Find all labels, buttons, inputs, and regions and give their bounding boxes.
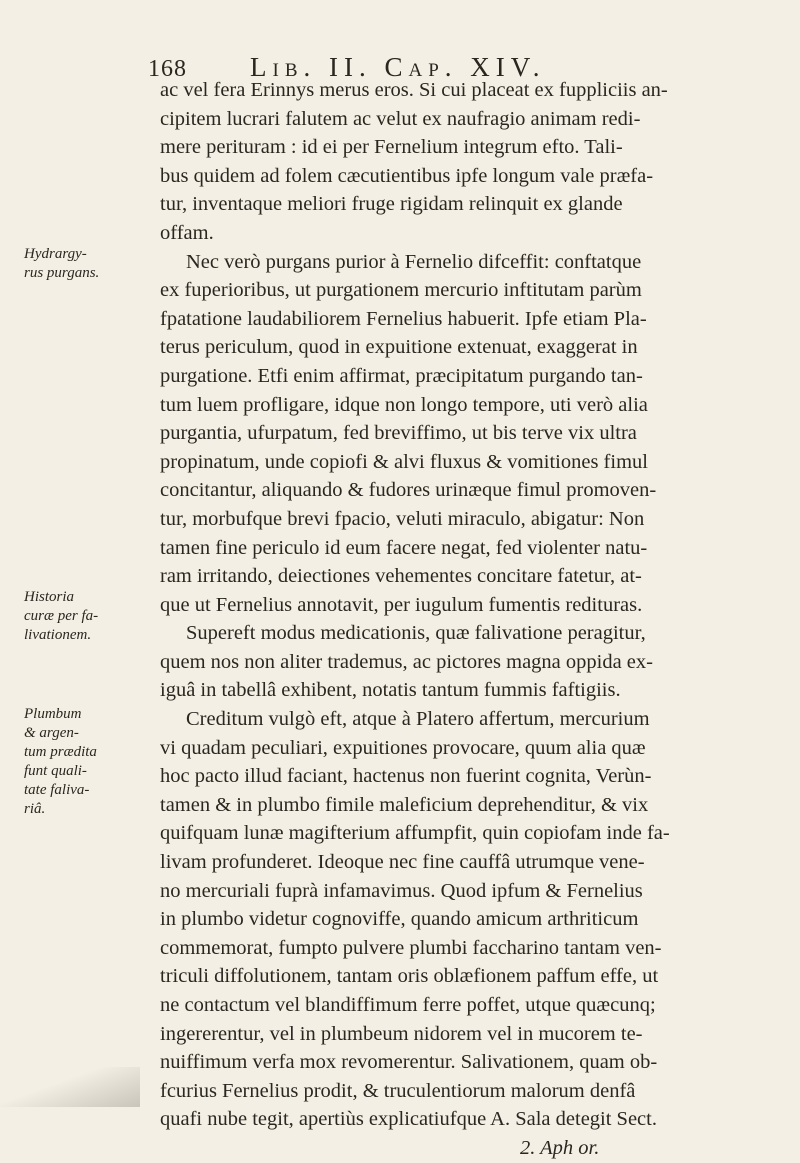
- text-line: purgantia, ufurpatum, fed breviffimo, ut bis terve vix ultra: [160, 422, 637, 445]
- text-line: commemorat, fumpto pulvere plumbi faccharino tantam ven-: [160, 936, 662, 959]
- text-line: livam profunderet. Ideoque nec fine cauffâ utrumque vene-: [160, 851, 645, 874]
- text-line: quifquam lunæ magifterium affumpfit, quin copiofam inde fa-: [160, 822, 670, 845]
- text-line: fpatatione laudabiliorem Fernelius habuerit. Ipfe etiam Pla-: [160, 307, 647, 330]
- page-number: 168: [148, 56, 187, 82]
- running-head: Lib. II. Cap. XIV.: [250, 52, 546, 82]
- text-line: tur, morbufque brevi fpacio, veluti miraculo, abigatur: Non: [160, 507, 645, 530]
- main-text: [160, 76, 770, 1163]
- text-line: ex fuperioribus, ut purgationem mercurio inftitutam parùm: [160, 279, 642, 302]
- text-line: no mercuriali fuprà infamavimus. Quod ipfum & Fernelius: [160, 879, 643, 902]
- text-line: nuiffimum verfa mox revomerentur. Salivationem, quam ob-: [160, 1051, 658, 1074]
- margin-note-line: Historia: [24, 589, 75, 605]
- margin-note-line: livationem.: [24, 627, 92, 643]
- text-line: triculi diffolutionem, tantam oris oblæfionem paffum effe, ut: [160, 965, 659, 988]
- margin-note-line: tate faliva-: [24, 782, 90, 798]
- text-line: Creditum vulgò eft, atque à Platero affertum, mercurium: [186, 708, 650, 731]
- text-line: offam.: [160, 221, 214, 244]
- text-line: ne contactum vel blandiffimum ferre poffet, utque quæcunq;: [160, 994, 656, 1016]
- text-line: tamen fine periculo id eum facere negat, fed violenter natu-: [160, 536, 648, 559]
- text-line: quafi nube tegit, apertiùs explicatiufque A. Sala detegit Sect.: [160, 1108, 657, 1131]
- text-line: iguâ in tabellâ exhibent, notatis tantum fummis faftigiis.: [160, 679, 621, 702]
- margin-note-line: riâ.: [24, 801, 46, 817]
- text-line: bus quidem ad folem cæcutientibus ipfe longum vale præfa-: [160, 164, 654, 187]
- text-line: ram irritando, deiectiones vehementes concitare fatetur, at-: [160, 565, 642, 588]
- text-line: hoc pacto illud faciant, hactenus non fuerint cognita, Verùn-: [160, 765, 652, 788]
- text-line: mere perituram : id ei per Fernelium integrum efto. Tali-: [160, 136, 623, 159]
- text-line: vi quadam peculiari, expuitiones provocare, quum alia quæ: [160, 736, 646, 759]
- text-line: concitantur, aliquando & fudores urinæque fimul promoven-: [160, 479, 657, 502]
- text-line: fcurius Fernelius prodit, & truculentiorum malorum denfâ: [160, 1079, 636, 1102]
- text-line: cipitem lucrari falutem ac velut ex naufragio animam redi-: [160, 107, 641, 130]
- text-line: tamen & in plumbo fimile maleficium deprehenditur, & vix: [160, 793, 649, 816]
- margin-note-line: Hydrargy-: [24, 246, 87, 262]
- text-line: ingererentur, vel in plumbeum nidorem vel in mucorem te-: [160, 1022, 643, 1045]
- margin-note-line: & argen-: [24, 725, 79, 741]
- text-line: in plumbo videtur cognoviffe, quando amicum arthriticum: [160, 908, 639, 931]
- text-line: terus periculum, quod in expuitione extenuat, exaggerat in: [160, 336, 638, 359]
- margin-note-line: rus purgans.: [24, 265, 100, 281]
- text-line: quem nos non aliter trademus, ac pictores magna oppida ex-: [160, 650, 653, 673]
- margin-note-line: curæ per fa-: [24, 608, 99, 624]
- margin-note-line: funt quali-: [24, 763, 87, 779]
- margin-note-historia: [24, 588, 164, 645]
- text-line: tum luem profligare, idque non longo tempore, uti verò alia: [160, 393, 648, 416]
- text-line: Nec verò purgans purior à Fernelio difceffit: conftatque: [186, 250, 642, 273]
- text-line: ac vel fera Erinnys merus eros. Si cui placeat ex fuppliciis an-: [160, 79, 668, 101]
- text-line: propinatum, unde copiofi & alvi fluxus & vomitiones fimul: [160, 450, 648, 473]
- catchword: 2. Aph or.: [520, 1136, 600, 1159]
- margin-note-line: Plumbum: [24, 706, 82, 722]
- text-line: que ut Fernelius annotavit, per iugulum fumentis redituras.: [160, 593, 643, 616]
- text-line: purgatione. Etfi enim affirmat, præcipitatum purgando tan-: [160, 364, 643, 387]
- margin-note-line: tum prædita: [24, 744, 97, 760]
- margin-note-hydrargyrus: [24, 245, 164, 283]
- margin-note-plumbum: [24, 705, 164, 819]
- text-line: tur, inventaque meliori fruge rigidam relinquit ex glande: [160, 193, 623, 216]
- page-shadow: [0, 1067, 140, 1107]
- text-line: Supereft modus medicationis, quæ falivatione peragitur,: [186, 622, 646, 645]
